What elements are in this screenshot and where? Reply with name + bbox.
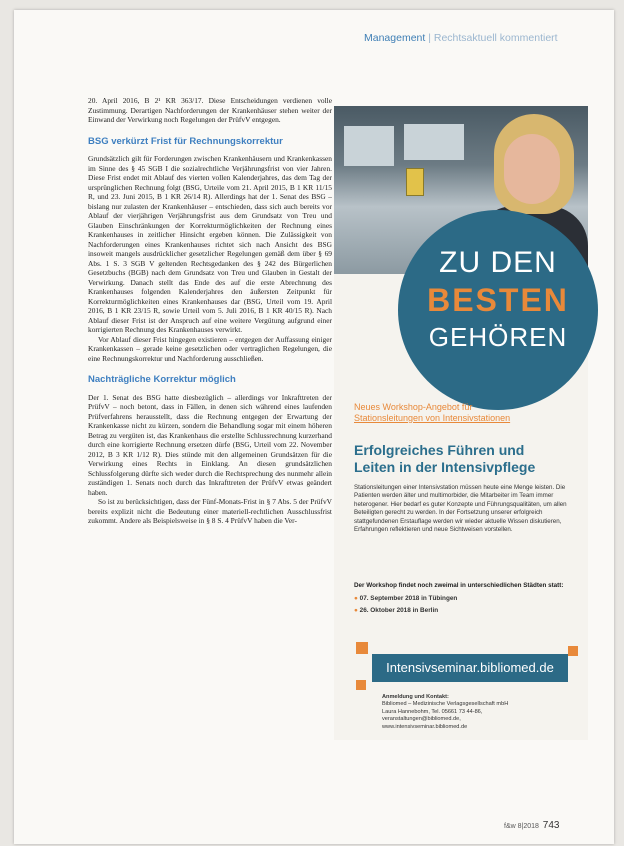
contact-line: Bibliomed – Medizinische Verlagsgesellschaft mbH	[382, 701, 509, 708]
badge-line1: ZU DEN	[439, 246, 557, 279]
ad-url-link[interactable]: Intensivseminar.bibliomed.de	[372, 654, 568, 682]
paragraph: Vor Ablauf dieser Frist hingegen existieren – entgegen der Auffassung einiger Krankenkassen – gerade keine gesetzlichen oder vertraglichen Regelungen, die eine Rechnungskorrektur und Nachforderung ausschließen.	[88, 334, 332, 363]
contact-line: www.intensivseminar.bibliomed.de	[382, 723, 468, 730]
running-header	[364, 32, 558, 44]
contact-title: Anmeldung und Kontakt:	[382, 694, 449, 700]
section-heading: BSG verkürzt Frist für Rechnungskorrektur	[88, 135, 283, 147]
date-item: ● 07. September 2018 in Tübingen	[354, 595, 458, 602]
ad-workshop-note	[354, 582, 568, 615]
paragraph: So ist zu berücksichtigen, dass der Fünf-Monats-Frist in § 7 Abs. 5 der PrüfvV bereits explizit nicht die Bedeutung einer materiell-rechtlichen Ausschlussfrist zukommt. Andere als Beispielsweise in § 8 S. 4 PrüfvV haben die Ver-	[88, 497, 332, 525]
bullet-icon: ●	[354, 607, 360, 614]
ad-body: Stationsleitungen einer Intensivstation müssen heute eine Menge leisten. Die Patienten werden älter und multimorbider, die Mitarbeiter im Team immer heterogener. Hier bedarf es guter Konzepte und Führungsqualitäten, um allen Beteiligten gerecht zu werden. In der Fortsetzung unserer erfolgreich stattgefundenen Erstauflage werden wir wieder aktuelle Wissen diskutieren, Erfahrungen reflektieren und neue Sichtweisen vorstellen.	[354, 484, 567, 534]
decor-square	[356, 680, 366, 690]
paragraph: Der 1. Senat des BSG hatte diesbezüglich – allerdings vor Inkrafttreten der PrüfvV – noch betont, dass in Fällen, in denen sich während eines laufenden Prüfverfahrens herausstellt, dass die Rechnung entgegen der Erwartung der Krankenkasse nicht zu kürzen, sondern die Behandlung sogar mit einem höheren Betrag zu vergüten ist, das Krankenhaus die erstellte Schlussrechnung kurzerhand durch eine korrigierte Rechnung ersetzen dürfe (BSG, Urteil vom 22. November 2012, B 3 KR 1/12 R). Dies stünde mit den allgemeinen Grundsätzen für die Verwirkung eines Rechts in Einklang. An diesen grundsätzlichen Schlussfolgerung dürfte sich weder durch die Rechtsprechung des nunmehr allein zuständigen 1. Senats noch durch das Inkrafttreten der PrüfvV etwas geändert haben.	[88, 392, 332, 497]
ad-contact	[382, 694, 572, 731]
ad-headline	[354, 442, 568, 476]
paragraph: Grundsätzlich gilt für Forderungen zwischen Krankenhäusern und Krankenkassen im Sinne des § 45 SGB I die sozialrechtliche Verjährungsfrist von vier Jahren. Diese Frist endet mit Ablauf des vierten vollen Kalenderjahres, das dem Tag der ursprünglichen Rechnung folgt (BSG, Urteile vom 21. April 2015, B 1 KR 11/15 R, und 23. Juni 2015, B 1 KR 26/14 R). Allerdings hat der 1. Senat des BSG – bislang nur zulasten der Krankenhäuser – entschieden, dass sich auch bereits vor Ablauf der vierjährigen Verjährungsfrist aus dem Grundsatz von Treu und Glauben Einschränkungen der Korrekturmöglichkeiten der Rechnung eines Krankenhauses in zeitlicher Hinsicht ergeben können. Die Zulässigkeit von Nachforderungen eines Krankenhauses richtet sich nach Ansicht des BSG insoweit mangels ausdrücklicher gesetzlicher Regelungen gemäß dem über § 69 Abs. 1 S. 3 SGB V geltenden Rechtsgedanken des § 242 des Bürgerlichen Gesetzbuchs (BGB) nach dem Grundsatz von Treu und Glauben in Gestalt der Verwirkung. Danach stellt das Ende des auf die erste Abrechnung des Krankenhauses folgenden Kalenderjahres den äußersten Zeitpunkt für Korrekturmöglichkeiten eines Krankenhauses dar (BSG, Urteil vom 19. April 2016, B 1 KR 23/15 R, sowie Urteil vom 5. Juli 2016, B 1 KR 40/15 R). Nach Ablauf dieser Frist ist der Anspruch auf eine weitere Vergütung aufgrund einer korrigierten Rechnung des Krankenhauses verwirkt.	[88, 154, 332, 334]
contact-line: Laura Hannebohm, Tel. 05661 73 44-86,	[382, 708, 483, 715]
badge-line3: GEHÖREN	[428, 322, 568, 352]
decor-square	[356, 642, 368, 654]
ad-circle-badge	[398, 210, 598, 410]
advertisement	[334, 106, 588, 740]
document-page	[14, 10, 614, 844]
contact-line: veranstaltungen@bibliomed.de,	[382, 716, 461, 723]
kicker-line: Neues Workshop-Angebot für	[354, 402, 473, 412]
header-subsection: Rechtsaktuell kommentiert	[433, 32, 558, 44]
badge-line2: BESTEN	[427, 282, 569, 318]
page-footer	[504, 820, 559, 831]
kicker-line: Stationsleitungen von Intensivstationen	[354, 413, 511, 423]
headline-line: Erfolgreiches Führen und	[354, 442, 525, 458]
footer-magazine: f&w 8|2018	[504, 823, 539, 830]
headline-line: Leiten in der Intensivpflege	[354, 459, 536, 475]
decor-square	[568, 646, 578, 656]
page-number: 743	[542, 820, 560, 831]
section-heading: Nachträgliche Korrektur möglich	[88, 374, 236, 385]
header-section: Management	[364, 32, 426, 44]
sign-shape	[406, 168, 424, 196]
paragraph: 20. April 2016, B 2¹ KR 363/17. Diese Entscheidungen verdienen volle Zustimmung. Derartigen Nachforderungen der Krankenhäuser stehen weiter der Einwand der Verwirkung noch Regelungen der PrüfvV entgegen.	[88, 96, 332, 124]
bullet-icon: ●	[354, 595, 360, 602]
date-item: ● 26. Oktober 2018 in Berlin	[354, 607, 439, 614]
ad-kicker	[354, 402, 568, 424]
workshop-note: Der Workshop findet noch zweimal in unterschiedlichen Städten statt:	[354, 582, 564, 589]
article-column	[88, 96, 332, 526]
header-separator: |	[425, 32, 434, 44]
